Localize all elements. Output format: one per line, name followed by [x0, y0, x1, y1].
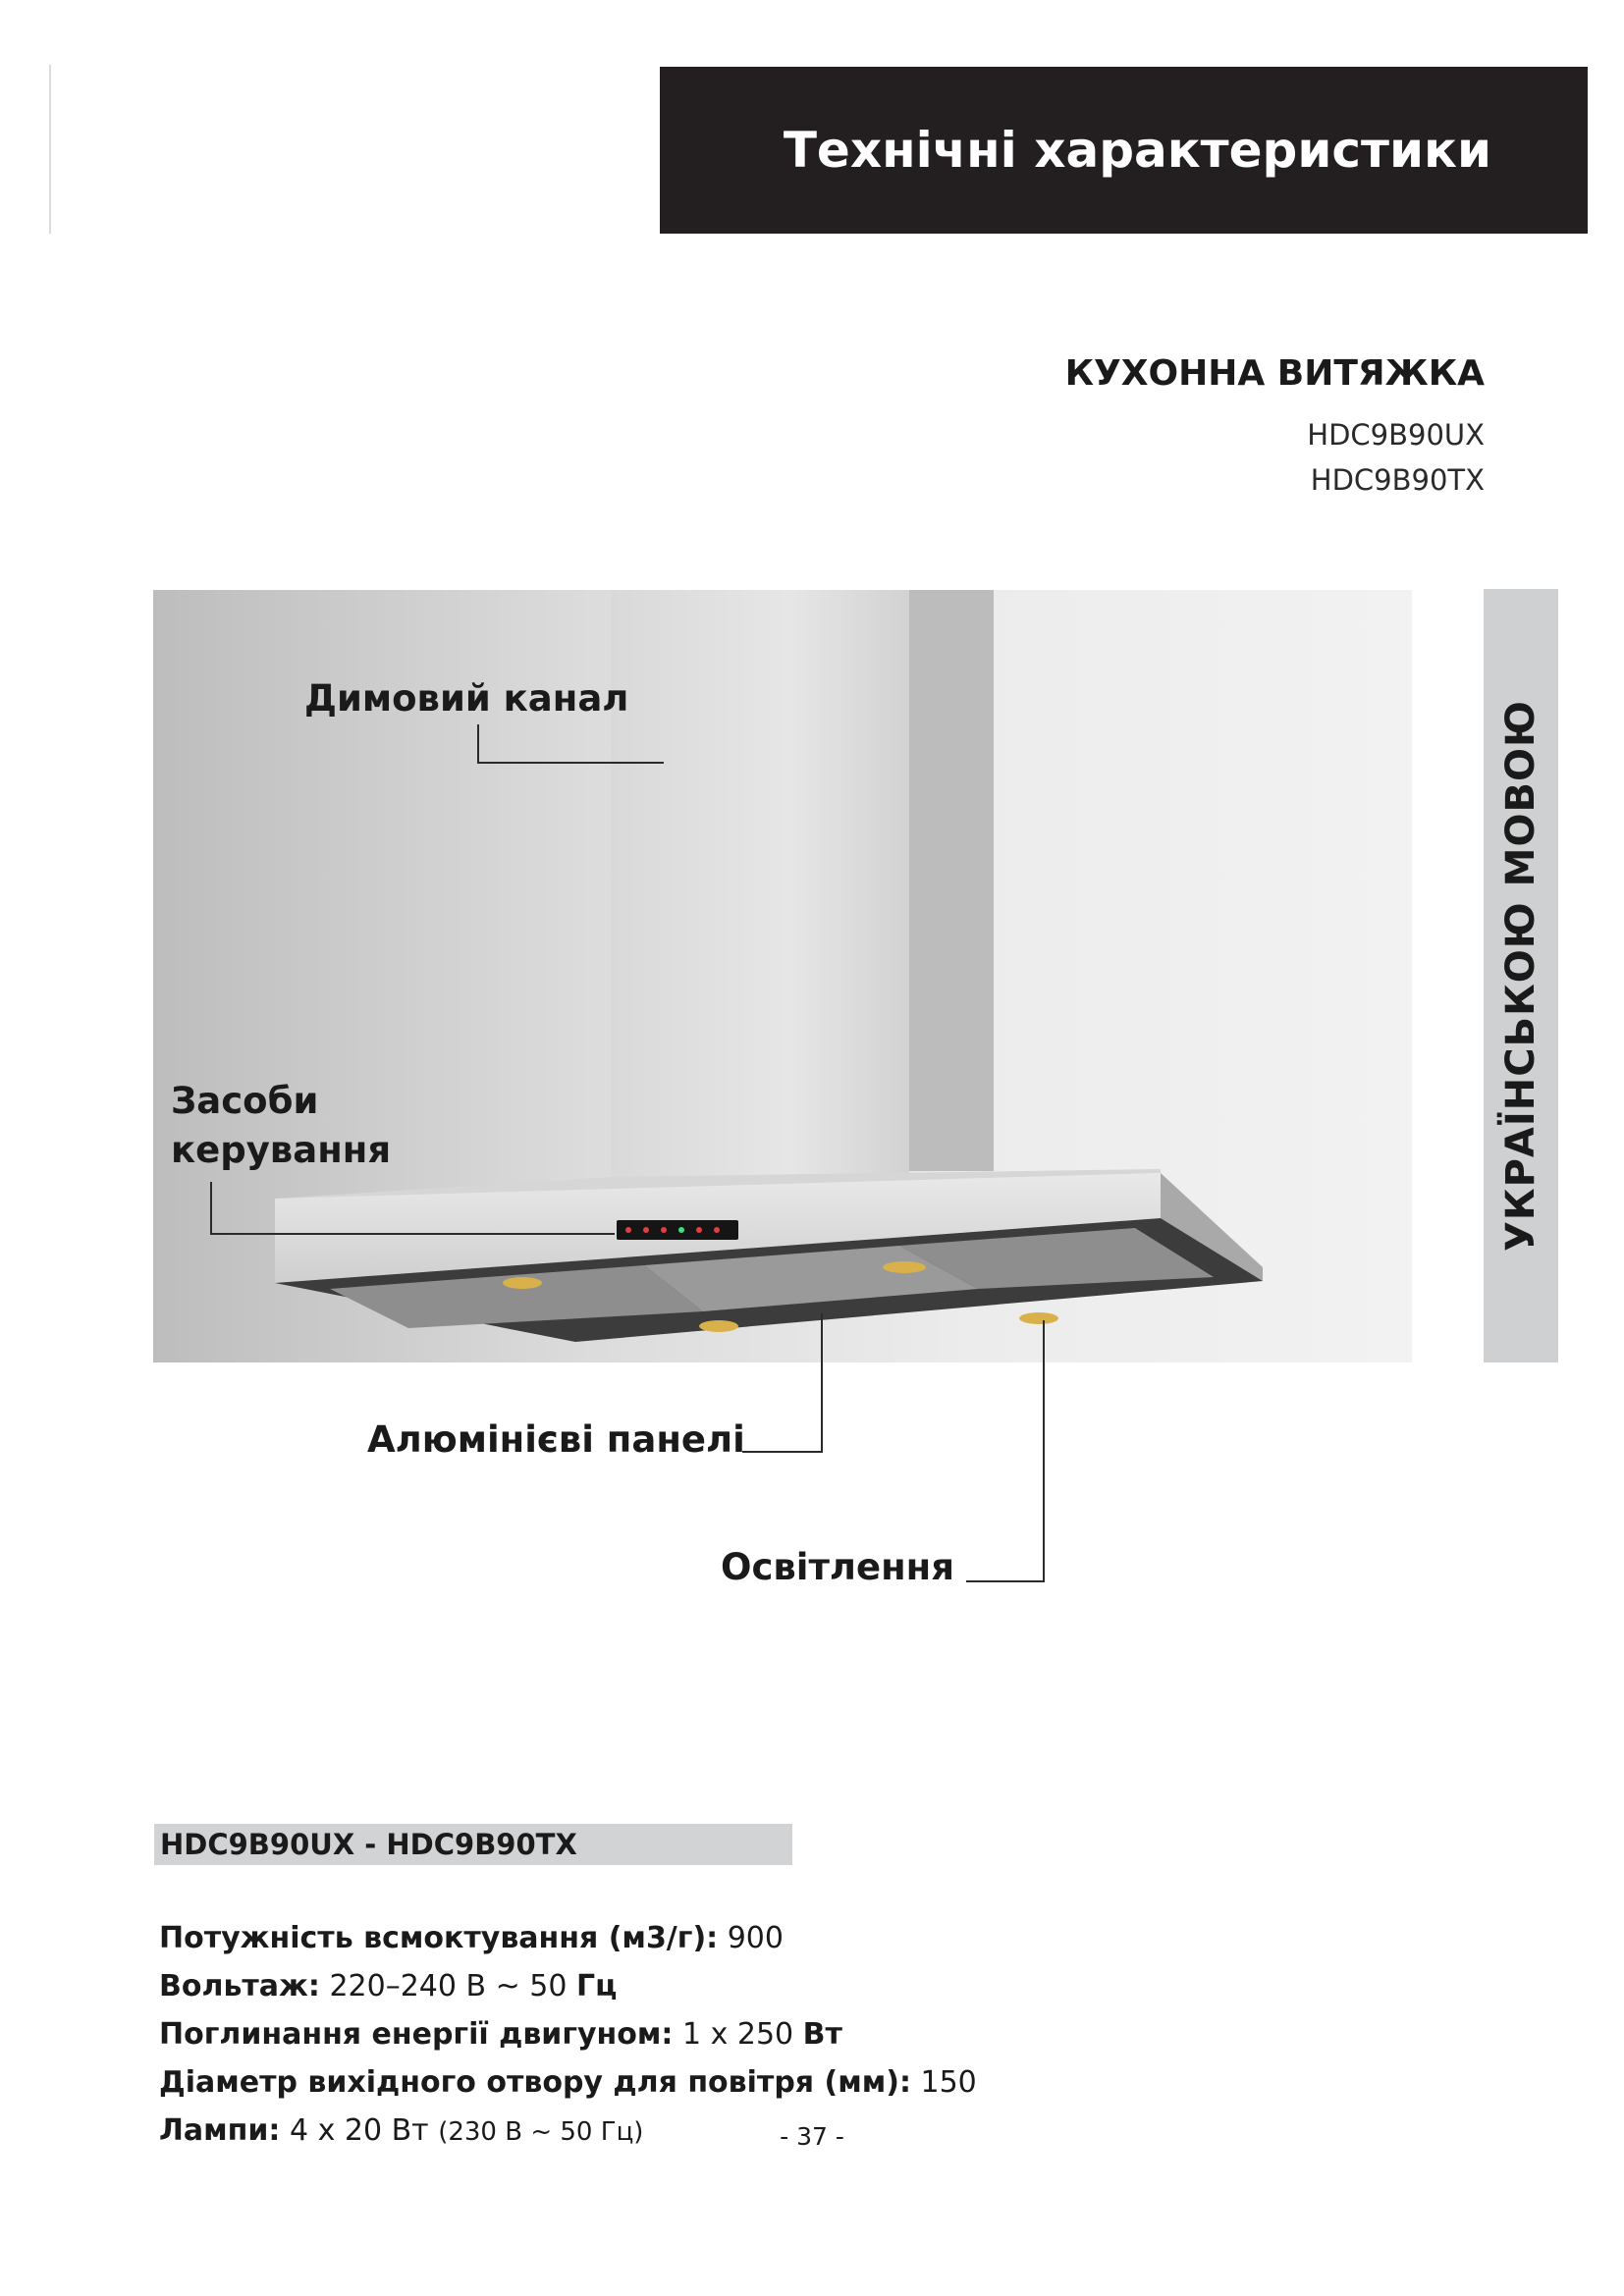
callout-controls-line1: Засоби: [171, 1080, 319, 1122]
language-tab-label: УКРАЇНСЬКОЮ МОВОЮ: [1498, 700, 1543, 1252]
lamp: [503, 1277, 542, 1289]
spec-label: Потужність всмоктування (м3/г):: [159, 1921, 719, 1955]
section-title: Технічні характеристики: [783, 122, 1491, 179]
spec-unit: Вт: [802, 2017, 842, 2052]
spec-label: Лампи:: [159, 2113, 281, 2148]
specs-section-header: [154, 1824, 792, 1865]
spec-value: 220–240 В ~ 50: [319, 1969, 576, 2003]
leader-line-lighting: [966, 1320, 1045, 1582]
leader-line-chimney: [477, 724, 664, 764]
spec-row-outlet-diameter: [159, 2058, 977, 2107]
control-panel: [617, 1220, 738, 1240]
leader-line-panels: [742, 1313, 823, 1453]
specs-section-title: HDC9B90UX - HDC9B90TX: [160, 1828, 577, 1861]
spec-row-motor-power: [159, 2010, 977, 2058]
section-header-bar: [660, 67, 1588, 234]
spec-row-suction-power: [159, 1914, 977, 1962]
spec-row-voltage: [159, 1962, 977, 2010]
product-title: КУХОННА ВИТЯЖКА: [1064, 353, 1485, 394]
spec-label: Діаметр вихідного отвору для повітря (мм):: [159, 2065, 911, 2100]
lamp: [883, 1261, 926, 1273]
model-number: HDC9B90TX: [1310, 463, 1485, 497]
spec-label: Поглинання енергії двигуном:: [159, 2017, 674, 2052]
callout-lighting: Освітлення: [721, 1546, 955, 1588]
spec-value: 1 х 250: [673, 2017, 803, 2052]
callout-chimney: Димовий канал: [304, 677, 629, 720]
page-number: - 37 -: [780, 2122, 844, 2151]
spec-value: 150: [910, 2065, 977, 2100]
model-number: HDC9B90UX: [1307, 418, 1485, 452]
spec-unit: Гц: [576, 1969, 618, 2003]
spec-value: 4 х 20 Вт: [280, 2113, 439, 2148]
chimney-front: [611, 590, 909, 1177]
callout-aluminium-panels: Алюмінієві панелі: [367, 1418, 745, 1461]
chimney-side: [909, 590, 994, 1171]
lamp: [699, 1320, 738, 1332]
spec-note: (230 В ~ 50 Гц): [438, 2117, 644, 2147]
specs-list: [159, 1914, 977, 2157]
leader-line-controls: [210, 1182, 615, 1235]
callout-controls-line2: керування: [171, 1129, 392, 1171]
margin-rule: [49, 65, 51, 234]
spec-label: Вольтаж:: [159, 1969, 320, 2003]
spec-value: 900: [718, 1921, 784, 1955]
language-tab: [1484, 589, 1558, 1362]
